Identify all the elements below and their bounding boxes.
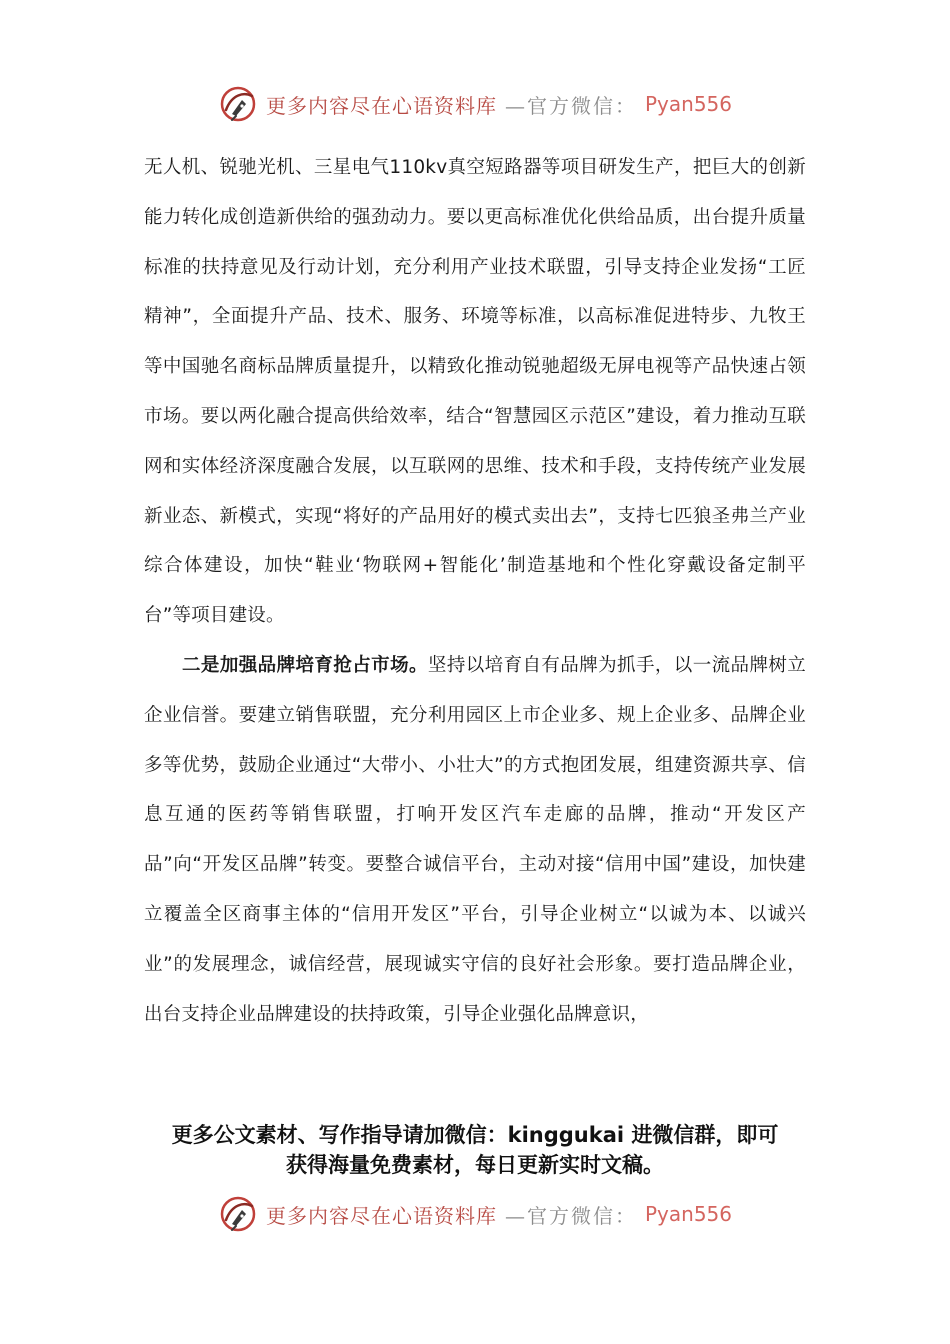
paragraph-1 [144, 143, 806, 641]
document-body [144, 143, 806, 1039]
paragraph-text: 无人机、锐驰光机、三星电气110kv真空短路器等项目研发生产，把巨大的创新能力转化成创造新供给的强劲动力。要以更高标准优化供给品质，出台提升质量标准的扶持意见及行动计划，充分利用产业技术联盟，引导支持企业发扬“工匠精神”，全面提升产品、技术、服务、环境等标准，以高标准促进特步、九牧王等中国驰名商标品牌质量提升，以精致化推动锐驰超级无屏电视等产品快速占领市场。要以两化融合提高供给效率，结合“智慧园区示范区”建设，着力推动互联网和实体经济深度融合发展，以互联网的思维、技术和手段，支持传统产业发展新业态、新模式，实现“将好的产品用好的模式卖出去”，支持七匹狼圣弗兰产业综合体建设，加快“鞋业‘物联网+智能化’制造基地和个性化穿戴设备定制平台”等项目建设。 [144, 157, 806, 627]
paragraph-lead-heading: 二是加强品牌培育抢占市场。 [182, 654, 428, 676]
header-banner [0, 80, 950, 128]
banner-wechat-label: —官方微信： [504, 93, 637, 118]
pen-nib-logo-icon [218, 1194, 258, 1234]
banner-wechat-id: Pyan556 [644, 1202, 732, 1226]
footer-notice-line-1: 更多公文素材、写作指导请加微信：kinggukai 进微信群，即可 [171, 1123, 779, 1147]
footer-banner [0, 1190, 950, 1238]
banner-wechat-id: Pyan556 [644, 92, 732, 116]
banner-wechat-label: —官方微信： [504, 1203, 637, 1228]
footer-notice-line-2: 获得海量免费素材，每日更新实时文稿。 [286, 1153, 664, 1177]
footer-notice [100, 1120, 850, 1180]
banner-slogan: 更多内容尽在心语资料库 [265, 1203, 497, 1228]
pen-nib-logo-icon [218, 84, 258, 124]
paragraph-text: 坚持以培育自有品牌为抓手，以一流品牌树立企业信誉。要建立销售联盟，充分利用园区上市企业多、规上企业多、品牌企业多等优势，鼓励企业通过“大带小、小壮大”的方式抱团发展，组建资源共享、信息互通的医药等销售联盟，打响开发区汽车走廊的品牌，推动“开发区产品”向“开发区品牌”转变。要整合诚信平台，主动对接“信用中国”建设，加快建立覆盖全区商事主体的“信用开发区”平台，引导企业树立“以诚为本、以诚兴业”的发展理念，诚信经营，展现诚实守信的良好社会形象。要打造品牌企业，出台支持企业品牌建设的扶持政策，引导企业强化品牌意识， [144, 654, 806, 1025]
paragraph-2 [144, 641, 806, 1039]
banner-slogan: 更多内容尽在心语资料库 [265, 93, 497, 118]
